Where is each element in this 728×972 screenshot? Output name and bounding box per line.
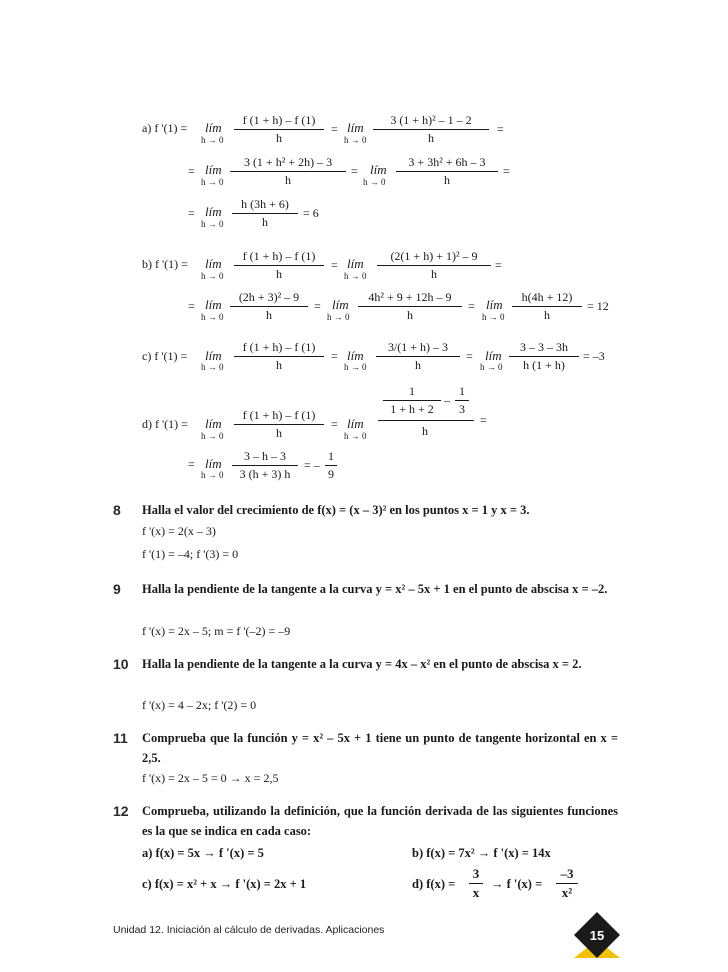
fraction: $\frac{f (1 + h) - f (1)}{h}$ (234, 249, 324, 282)
result: = 6 (303, 206, 319, 220)
fraction: $\frac{\text{(2(1 + h) + 1)² – 9}}{h}$ (377, 249, 491, 282)
case-a: a) f(x) = 5x → f '(x) = 5 (142, 846, 264, 860)
lim: lím (205, 204, 222, 219)
label-c: c) f '(1) = (142, 349, 188, 363)
lim: lím (347, 348, 364, 363)
result: = – (304, 458, 320, 472)
case-d-arrow: → f '(x) = (491, 877, 543, 891)
page-number: 15 (589, 928, 605, 943)
minus-sign: – (444, 393, 450, 407)
fraction: $\frac{\text{3 (1 + h)² – 1 – 2}}{h}$ (373, 113, 489, 146)
fraction: $\frac{3/(1 + h) - 3}{h}$ (376, 340, 460, 373)
equals: = (331, 417, 338, 431)
lim-sub: h → 0 (201, 431, 224, 441)
problem-answer: f '(x) = 2x – 5 = 0 → x = 2,5 (142, 771, 279, 785)
equals: = (351, 164, 358, 178)
fraction: $\frac{h(4h + 12)}{h}$ (512, 290, 582, 323)
equals: = (466, 349, 473, 363)
case-b: b) f(x) = 7x² → f '(x) = 14x (412, 846, 551, 860)
result: = 12 (587, 299, 609, 313)
fraction: $\frac{\text{4h² + 9 + 12h – 9}}{h}$ (358, 290, 462, 323)
equals: = (331, 258, 338, 272)
lim: lím (205, 297, 222, 312)
problem-number: 12 (113, 803, 129, 819)
lim-sub: h → 0 (480, 362, 503, 372)
lim: lím (370, 162, 387, 177)
lim: lím (205, 416, 222, 431)
lim: lím (205, 120, 222, 135)
fraction: $\frac{3 - 3 - 3h}{h (1 + h)}$ (509, 340, 579, 373)
equals: = (497, 122, 504, 136)
fraction: $\frac{f (1 + h) - f (1)}{h}$ (234, 408, 324, 441)
lim: lím (347, 256, 364, 271)
equals: = (331, 349, 338, 363)
lim-sub: h → 0 (201, 312, 224, 322)
equals: = (468, 299, 475, 313)
problem-number: 9 (113, 581, 121, 597)
result: = –3 (583, 349, 605, 363)
equals: = (480, 413, 487, 427)
fraction: $\frac{3 - h - 3}{3 (h + 3) h}$ (232, 449, 298, 482)
equals: = (503, 164, 510, 178)
equals: = (188, 206, 195, 220)
lim-sub: h → 0 (201, 362, 224, 372)
problem-answer: f '(x) = 2(x – 3) (142, 524, 216, 538)
fraction: $\frac{\text{(2h + 3)² – 9}}{h}$ (230, 290, 308, 323)
label-a: a) f '(1) = (142, 121, 188, 135)
main-fraction-bar (378, 420, 474, 421)
problem-question: Comprueba, utilizando la definición, que la función derivada de las siguientes funciones es la que se indica en cada caso: (142, 804, 618, 838)
fraction: $\frac{\text{3 (1 + h² + 2h) – 3}}{h}$ (230, 155, 346, 188)
lim: lím (205, 456, 222, 471)
label-b: b) f '(1) = (142, 257, 188, 271)
equals: = (331, 122, 338, 136)
equals: = (495, 258, 502, 272)
problem-question: Halla la pendiente de la tangente a la curva y = 4x – x² en el punto de abscisa x = 2. (142, 657, 582, 671)
label-d: d) f '(1) = (142, 417, 188, 431)
lim: lím (485, 348, 502, 363)
lim: lím (332, 297, 349, 312)
problem-number: 10 (113, 656, 129, 672)
problem-question: Halla la pendiente de la tangente a la curva y = x² – 5x + 1 en el punto de abscisa x = –2. (142, 582, 608, 596)
equals: = (188, 457, 195, 471)
lim-sub: h → 0 (201, 271, 224, 281)
lim-sub: h → 0 (344, 362, 367, 372)
lim-sub: h → 0 (344, 431, 367, 441)
lim: lím (347, 120, 364, 135)
equals: = (188, 164, 195, 178)
equals: = (188, 299, 195, 313)
fraction: $\frac{h (3h + 6)}{h}$ (232, 197, 298, 230)
problem-number: 8 (113, 502, 121, 518)
lim: lím (205, 162, 222, 177)
fraction: $\frac{1}{9}$ (325, 449, 337, 482)
case-c: c) f(x) = x² + x → f '(x) = 2x + 1 (142, 877, 307, 891)
lim: lím (347, 416, 364, 431)
lim-sub: h → 0 (344, 271, 367, 281)
lim-sub: h → 0 (482, 312, 505, 322)
lim: lím (486, 297, 503, 312)
fraction: $\frac{3}{x}$ (469, 866, 483, 901)
lim-sub: h → 0 (327, 312, 350, 322)
problem-answer: f '(x) = 4 – 2x; f '(2) = 0 (142, 698, 257, 712)
equals: = (314, 299, 321, 313)
footer-unit-title: Unidad 12. Iniciación al cálculo de derivadas. Aplicaciones (113, 924, 385, 936)
lim-sub: h → 0 (201, 135, 224, 145)
lim-sub: h → 0 (201, 219, 224, 229)
case-d-left: d) f(x) = (412, 877, 456, 891)
problem-answer: f '(1) = –4; f '(3) = 0 (142, 547, 239, 561)
lim-sub: h → 0 (344, 135, 367, 145)
fraction: $\frac{\text{3 + 3h² + 6h – 3}}{h}$ (396, 155, 498, 188)
problem-number: 11 (113, 730, 128, 746)
fraction: $\frac{f (1 + h) - f (1)}{h}$ (234, 113, 324, 146)
page-number-badge (574, 912, 620, 958)
denominator: h (422, 424, 428, 438)
lim-sub: h → 0 (201, 470, 224, 480)
lim: lím (205, 256, 222, 271)
fraction: $\frac{1}{3}$ (455, 384, 469, 417)
fraction: $\frac{1}{1 + h + 2}$ (383, 384, 441, 417)
problem-answer: f '(x) = 2x – 5; m = f '(–2) = –9 (142, 624, 291, 638)
problem-question: Halla el valor del crecimiento de f(x) = (x – 3)² en los puntos x = 1 y x = 3. (142, 503, 530, 517)
fraction: $\frac{-3}{\text{x²}}$ (556, 866, 578, 901)
fraction: $\frac{f (1 + h) - f (1)}{h}$ (234, 340, 324, 373)
lim-sub: h → 0 (363, 177, 386, 187)
problem-question: Comprueba que la función y = x² – 5x + 1 tiene un punto de tangente horizontal en x = 2,5. (142, 731, 618, 765)
lim: lím (205, 348, 222, 363)
lim-sub: h → 0 (201, 177, 224, 187)
